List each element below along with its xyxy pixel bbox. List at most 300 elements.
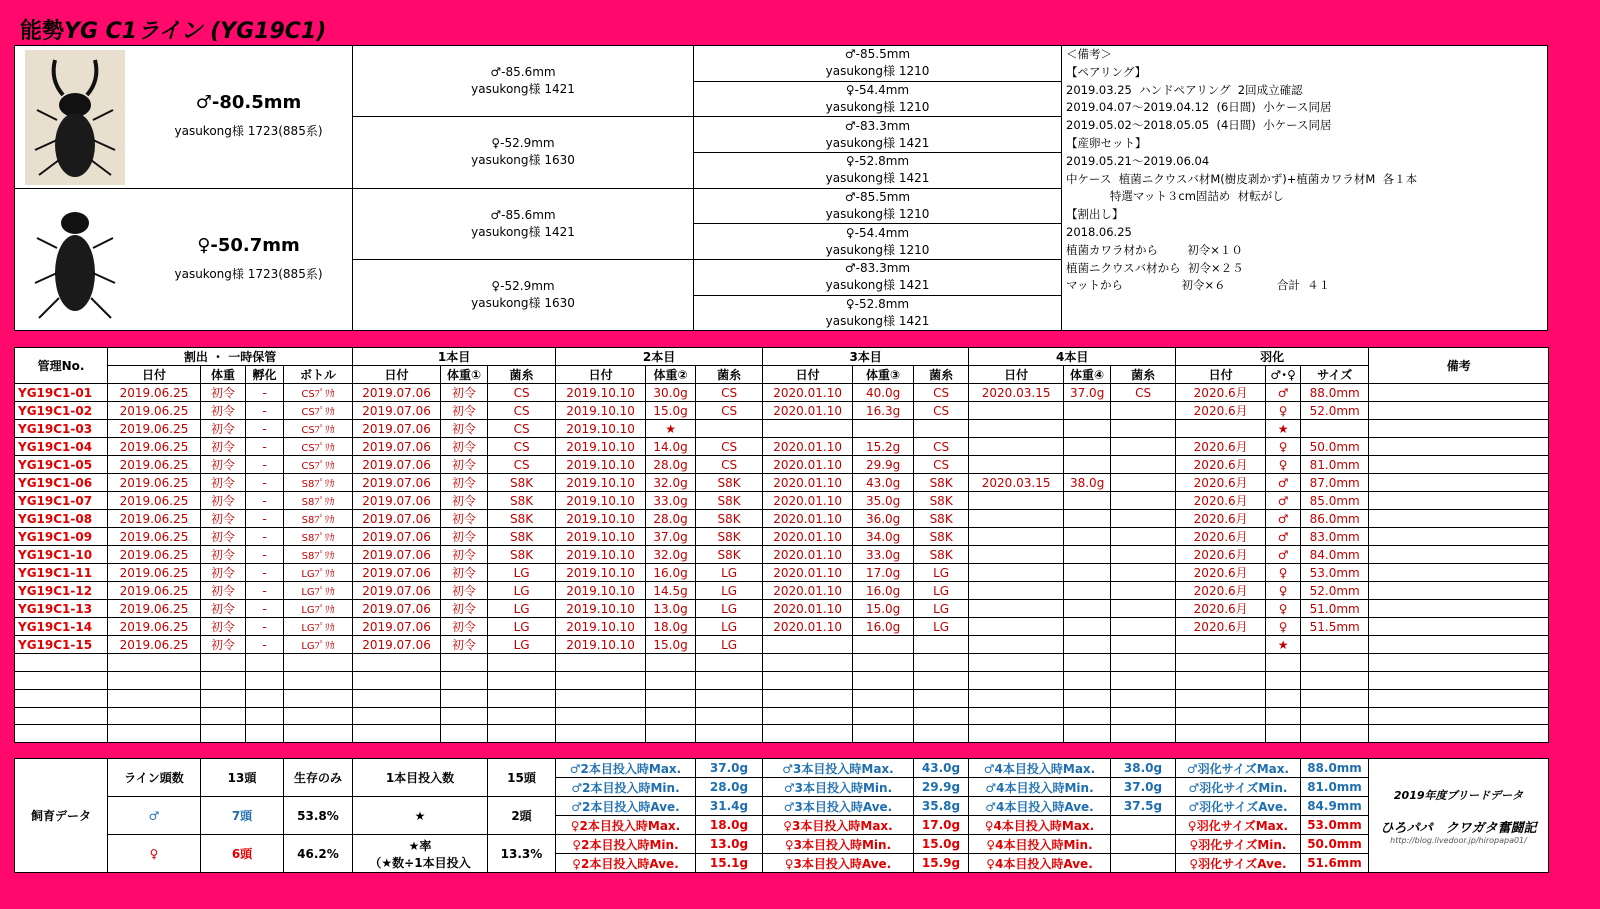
table-cell[interactable] bbox=[646, 725, 696, 743]
remarks-cell[interactable] bbox=[1369, 636, 1549, 654]
table-cell[interactable]: LG bbox=[696, 618, 763, 636]
table-cell[interactable]: 28.0g bbox=[646, 456, 696, 474]
table-cell[interactable] bbox=[763, 420, 853, 438]
table-cell[interactable]: 86.0mm bbox=[1301, 510, 1369, 528]
table-cell[interactable] bbox=[108, 654, 201, 672]
table-cell[interactable]: 初令 bbox=[441, 600, 488, 618]
table-cell[interactable] bbox=[969, 725, 1064, 743]
table-cell[interactable] bbox=[853, 636, 914, 654]
table-cell[interactable]: ♀ bbox=[1266, 582, 1301, 600]
table-cell[interactable] bbox=[353, 671, 441, 689]
table-cell[interactable] bbox=[969, 402, 1064, 420]
table-cell[interactable]: 2019.06.25 bbox=[108, 564, 201, 582]
table-cell[interactable]: 2019.06.25 bbox=[108, 510, 201, 528]
larva-id[interactable]: YG19C1-03 bbox=[15, 420, 108, 438]
table-cell[interactable] bbox=[914, 654, 969, 672]
table-cell[interactable]: 2019.10.10 bbox=[556, 636, 646, 654]
table-cell[interactable]: 35.0g bbox=[853, 492, 914, 510]
table-cell[interactable] bbox=[646, 671, 696, 689]
table-cell[interactable]: CS bbox=[914, 402, 969, 420]
table-cell[interactable]: 38.0g bbox=[1064, 474, 1111, 492]
table-cell[interactable]: 2020.01.10 bbox=[763, 402, 853, 420]
table-cell[interactable] bbox=[969, 528, 1064, 546]
table-cell[interactable]: 2020.01.10 bbox=[763, 438, 853, 456]
remarks-cell[interactable] bbox=[1369, 510, 1549, 528]
table-cell[interactable]: CS bbox=[488, 420, 556, 438]
table-cell[interactable]: 初令 bbox=[441, 582, 488, 600]
table-cell[interactable] bbox=[969, 420, 1064, 438]
table-cell[interactable] bbox=[1369, 654, 1549, 672]
table-cell[interactable]: LG bbox=[914, 582, 969, 600]
table-cell[interactable] bbox=[853, 725, 914, 743]
table-cell[interactable]: S8K bbox=[488, 492, 556, 510]
table-cell[interactable] bbox=[1064, 725, 1111, 743]
table-cell[interactable]: 2020.01.10 bbox=[763, 384, 853, 402]
table-cell[interactable] bbox=[1301, 671, 1369, 689]
table-cell[interactable] bbox=[1266, 671, 1301, 689]
remarks-cell[interactable] bbox=[1369, 546, 1549, 564]
table-cell[interactable]: 32.0g bbox=[646, 474, 696, 492]
table-cell[interactable]: 2019.06.25 bbox=[108, 600, 201, 618]
table-cell[interactable]: 初令 bbox=[201, 438, 246, 456]
table-cell[interactable] bbox=[1301, 707, 1369, 725]
table-cell[interactable]: CS bbox=[696, 438, 763, 456]
table-cell[interactable]: - bbox=[246, 384, 284, 402]
table-cell[interactable] bbox=[969, 582, 1064, 600]
table-cell[interactable] bbox=[969, 618, 1064, 636]
table-cell[interactable]: CS bbox=[914, 438, 969, 456]
table-cell[interactable] bbox=[763, 725, 853, 743]
table-cell[interactable]: LG bbox=[696, 582, 763, 600]
table-cell[interactable] bbox=[763, 689, 853, 707]
table-cell[interactable] bbox=[1111, 636, 1176, 654]
table-cell[interactable] bbox=[246, 707, 284, 725]
table-cell[interactable]: 18.0g bbox=[646, 618, 696, 636]
table-cell[interactable]: 2019.10.10 bbox=[556, 456, 646, 474]
table-cell[interactable]: 2019.10.10 bbox=[556, 474, 646, 492]
table-cell[interactable]: ♀ bbox=[1266, 600, 1301, 618]
table-cell[interactable]: 14.0g bbox=[646, 438, 696, 456]
table-cell[interactable] bbox=[1111, 546, 1176, 564]
table-cell[interactable] bbox=[1111, 600, 1176, 618]
table-cell[interactable]: - bbox=[246, 492, 284, 510]
table-cell[interactable] bbox=[1111, 420, 1176, 438]
larva-id[interactable]: YG19C1-10 bbox=[15, 546, 108, 564]
table-cell[interactable] bbox=[914, 689, 969, 707]
table-cell[interactable]: LG bbox=[914, 618, 969, 636]
table-cell[interactable]: 28.0g bbox=[646, 510, 696, 528]
table-cell[interactable]: ♀ bbox=[1266, 564, 1301, 582]
table-cell[interactable]: 2019.07.06 bbox=[353, 438, 441, 456]
table-cell[interactable] bbox=[1301, 725, 1369, 743]
table-cell[interactable]: 88.0mm bbox=[1301, 384, 1369, 402]
table-cell[interactable]: 2020.6月 bbox=[1176, 492, 1266, 510]
table-cell[interactable]: S8ﾌﾟﾘｶ bbox=[284, 510, 353, 528]
table-cell[interactable] bbox=[763, 671, 853, 689]
logo-url[interactable]: http://blog.livedoor.jp/hiropapa01/ bbox=[1390, 835, 1527, 845]
table-cell[interactable] bbox=[1266, 707, 1301, 725]
remarks-cell[interactable] bbox=[1369, 564, 1549, 582]
table-cell[interactable]: 40.0g bbox=[853, 384, 914, 402]
table-cell[interactable] bbox=[1064, 582, 1111, 600]
table-cell[interactable] bbox=[1064, 438, 1111, 456]
table-cell[interactable]: LG bbox=[696, 564, 763, 582]
table-cell[interactable] bbox=[1064, 564, 1111, 582]
table-cell[interactable] bbox=[969, 671, 1064, 689]
table-cell[interactable]: 初令 bbox=[441, 618, 488, 636]
table-cell[interactable] bbox=[1176, 707, 1266, 725]
table-cell[interactable]: - bbox=[246, 528, 284, 546]
table-cell[interactable]: 初令 bbox=[441, 510, 488, 528]
table-cell[interactable]: 2019.10.10 bbox=[556, 384, 646, 402]
table-cell[interactable]: 2020.6月 bbox=[1176, 546, 1266, 564]
table-cell[interactable]: 2019.07.06 bbox=[353, 546, 441, 564]
table-cell[interactable]: 初令 bbox=[441, 474, 488, 492]
table-cell[interactable]: - bbox=[246, 618, 284, 636]
table-cell[interactable]: 2020.6月 bbox=[1176, 384, 1266, 402]
table-cell[interactable] bbox=[108, 725, 201, 743]
table-cell[interactable]: 50.0mm bbox=[1301, 438, 1369, 456]
table-cell[interactable]: S8K bbox=[914, 510, 969, 528]
table-cell[interactable]: 2020.6月 bbox=[1176, 438, 1266, 456]
table-cell[interactable]: 37.0g bbox=[1064, 384, 1111, 402]
table-cell[interactable]: ♂ bbox=[1266, 528, 1301, 546]
table-cell[interactable] bbox=[1369, 689, 1549, 707]
table-cell[interactable] bbox=[853, 671, 914, 689]
table-cell[interactable]: ★ bbox=[646, 420, 696, 438]
table-cell[interactable]: CSﾌﾟﾘｶ bbox=[284, 456, 353, 474]
table-cell[interactable]: 2019.06.25 bbox=[108, 618, 201, 636]
table-cell[interactable]: S8K bbox=[914, 474, 969, 492]
table-cell[interactable]: 2020.01.10 bbox=[763, 528, 853, 546]
remarks-cell[interactable] bbox=[1369, 474, 1549, 492]
table-cell[interactable] bbox=[853, 707, 914, 725]
larva-id[interactable]: YG19C1-15 bbox=[15, 636, 108, 654]
table-cell[interactable] bbox=[853, 654, 914, 672]
table-cell[interactable]: S8K bbox=[914, 546, 969, 564]
table-cell[interactable]: LGﾌﾟﾘｶ bbox=[284, 564, 353, 582]
larva-id[interactable]: YG19C1-06 bbox=[15, 474, 108, 492]
table-cell[interactable]: - bbox=[246, 474, 284, 492]
table-cell[interactable]: 15.0g bbox=[853, 600, 914, 618]
table-cell[interactable] bbox=[1301, 689, 1369, 707]
table-cell[interactable] bbox=[246, 689, 284, 707]
table-cell[interactable]: ♂ bbox=[1266, 474, 1301, 492]
table-cell[interactable]: LG bbox=[914, 600, 969, 618]
table-cell[interactable] bbox=[353, 725, 441, 743]
table-cell[interactable]: 2020.6月 bbox=[1176, 564, 1266, 582]
table-cell[interactable]: 15.0g bbox=[646, 402, 696, 420]
table-cell[interactable]: CSﾌﾟﾘｶ bbox=[284, 438, 353, 456]
table-cell[interactable]: 初令 bbox=[201, 546, 246, 564]
table-cell[interactable] bbox=[488, 654, 556, 672]
table-cell[interactable]: 2020.01.10 bbox=[763, 474, 853, 492]
table-cell[interactable]: 30.0g bbox=[646, 384, 696, 402]
table-cell[interactable] bbox=[108, 689, 201, 707]
table-cell[interactable]: 2020.01.10 bbox=[763, 510, 853, 528]
table-cell[interactable]: 2019.06.25 bbox=[108, 582, 201, 600]
table-cell[interactable]: CS bbox=[488, 456, 556, 474]
table-cell[interactable]: LGﾌﾟﾘｶ bbox=[284, 600, 353, 618]
table-cell[interactable]: 16.0g bbox=[646, 564, 696, 582]
table-cell[interactable]: 2019.06.25 bbox=[108, 420, 201, 438]
table-cell[interactable] bbox=[1111, 618, 1176, 636]
table-cell[interactable]: CS bbox=[914, 456, 969, 474]
table-cell[interactable] bbox=[556, 707, 646, 725]
table-cell[interactable]: S8K bbox=[914, 492, 969, 510]
table-cell[interactable]: CSﾌﾟﾘｶ bbox=[284, 420, 353, 438]
table-cell[interactable]: 51.5mm bbox=[1301, 618, 1369, 636]
table-cell[interactable]: 2020.03.15 bbox=[969, 474, 1064, 492]
remarks-cell[interactable] bbox=[1369, 384, 1549, 402]
table-cell[interactable] bbox=[201, 707, 246, 725]
table-cell[interactable]: LG bbox=[696, 600, 763, 618]
larva-id[interactable]: YG19C1-14 bbox=[15, 618, 108, 636]
table-cell[interactable]: 2019.06.25 bbox=[108, 474, 201, 492]
table-cell[interactable]: 初令 bbox=[201, 456, 246, 474]
table-cell[interactable] bbox=[15, 707, 108, 725]
table-cell[interactable] bbox=[556, 654, 646, 672]
table-cell[interactable]: 初令 bbox=[201, 564, 246, 582]
table-cell[interactable] bbox=[696, 689, 763, 707]
table-cell[interactable]: LGﾌﾟﾘｶ bbox=[284, 636, 353, 654]
table-cell[interactable] bbox=[1064, 510, 1111, 528]
table-cell[interactable]: S8ﾌﾟﾘｶ bbox=[284, 546, 353, 564]
table-cell[interactable]: CS bbox=[488, 438, 556, 456]
table-cell[interactable] bbox=[969, 564, 1064, 582]
table-cell[interactable] bbox=[1111, 582, 1176, 600]
table-cell[interactable]: 2019.06.25 bbox=[108, 384, 201, 402]
table-cell[interactable]: 2019.06.25 bbox=[108, 528, 201, 546]
table-cell[interactable] bbox=[488, 689, 556, 707]
table-cell[interactable] bbox=[1064, 654, 1111, 672]
table-cell[interactable] bbox=[488, 707, 556, 725]
table-cell[interactable] bbox=[763, 707, 853, 725]
table-cell[interactable]: ♀ bbox=[1266, 618, 1301, 636]
table-cell[interactable]: 2019.10.10 bbox=[556, 582, 646, 600]
table-cell[interactable]: 32.0g bbox=[646, 546, 696, 564]
table-cell[interactable] bbox=[969, 707, 1064, 725]
table-cell[interactable]: 2019.07.06 bbox=[353, 564, 441, 582]
table-cell[interactable]: 2020.01.10 bbox=[763, 600, 853, 618]
table-cell[interactable] bbox=[1064, 456, 1111, 474]
table-cell[interactable]: ♂ bbox=[1266, 492, 1301, 510]
table-cell[interactable] bbox=[108, 707, 201, 725]
table-cell[interactable]: 2020.01.10 bbox=[763, 546, 853, 564]
larva-id[interactable]: YG19C1-13 bbox=[15, 600, 108, 618]
table-cell[interactable]: 2019.07.06 bbox=[353, 510, 441, 528]
table-cell[interactable] bbox=[1369, 671, 1549, 689]
table-cell[interactable] bbox=[914, 725, 969, 743]
table-cell[interactable] bbox=[1301, 654, 1369, 672]
table-cell[interactable] bbox=[969, 654, 1064, 672]
table-cell[interactable]: ♀ bbox=[1266, 402, 1301, 420]
table-cell[interactable]: LG bbox=[488, 600, 556, 618]
table-cell[interactable] bbox=[201, 725, 246, 743]
table-cell[interactable]: S8K bbox=[696, 492, 763, 510]
table-cell[interactable] bbox=[1176, 636, 1266, 654]
table-cell[interactable] bbox=[646, 654, 696, 672]
table-cell[interactable]: ♀ bbox=[1266, 438, 1301, 456]
table-cell[interactable] bbox=[488, 671, 556, 689]
table-cell[interactable]: 2020.01.10 bbox=[763, 564, 853, 582]
table-cell[interactable]: S8ﾌﾟﾘｶ bbox=[284, 474, 353, 492]
table-cell[interactable]: 84.0mm bbox=[1301, 546, 1369, 564]
table-cell[interactable]: 17.0g bbox=[853, 564, 914, 582]
table-cell[interactable]: 2019.07.06 bbox=[353, 384, 441, 402]
table-cell[interactable] bbox=[696, 725, 763, 743]
table-cell[interactable] bbox=[914, 420, 969, 438]
table-cell[interactable]: 2020.6月 bbox=[1176, 600, 1266, 618]
table-cell[interactable]: 初令 bbox=[441, 420, 488, 438]
table-cell[interactable]: 2019.10.10 bbox=[556, 420, 646, 438]
table-cell[interactable]: CS bbox=[1111, 384, 1176, 402]
table-cell[interactable] bbox=[1369, 707, 1549, 725]
table-cell[interactable]: 16.3g bbox=[853, 402, 914, 420]
remarks-cell[interactable] bbox=[1369, 492, 1549, 510]
table-cell[interactable]: 2020.6月 bbox=[1176, 474, 1266, 492]
table-cell[interactable]: 15.0g bbox=[646, 636, 696, 654]
table-cell[interactable]: LGﾌﾟﾘｶ bbox=[284, 618, 353, 636]
table-cell[interactable] bbox=[246, 725, 284, 743]
table-cell[interactable]: 初令 bbox=[441, 384, 488, 402]
larva-id[interactable]: YG19C1-09 bbox=[15, 528, 108, 546]
table-cell[interactable]: 2019.06.25 bbox=[108, 492, 201, 510]
remarks-cell[interactable] bbox=[1369, 618, 1549, 636]
table-cell[interactable]: 2020.6月 bbox=[1176, 528, 1266, 546]
table-cell[interactable]: 85.0mm bbox=[1301, 492, 1369, 510]
table-cell[interactable] bbox=[1064, 707, 1111, 725]
table-cell[interactable]: - bbox=[246, 546, 284, 564]
table-cell[interactable] bbox=[1064, 528, 1111, 546]
table-cell[interactable]: 初令 bbox=[201, 582, 246, 600]
table-cell[interactable]: CS bbox=[914, 384, 969, 402]
table-cell[interactable]: 2019.07.06 bbox=[353, 402, 441, 420]
table-cell[interactable]: - bbox=[246, 456, 284, 474]
table-cell[interactable]: 2019.06.25 bbox=[108, 546, 201, 564]
table-cell[interactable]: 2019.10.10 bbox=[556, 510, 646, 528]
table-cell[interactable] bbox=[1064, 618, 1111, 636]
table-cell[interactable] bbox=[1369, 725, 1549, 743]
table-cell[interactable] bbox=[696, 420, 763, 438]
table-cell[interactable]: CS bbox=[488, 384, 556, 402]
table-cell[interactable] bbox=[1064, 402, 1111, 420]
table-cell[interactable] bbox=[1111, 456, 1176, 474]
table-cell[interactable]: 2019.10.10 bbox=[556, 618, 646, 636]
larva-id[interactable]: YG19C1-07 bbox=[15, 492, 108, 510]
table-cell[interactable]: 52.0mm bbox=[1301, 582, 1369, 600]
table-cell[interactable] bbox=[969, 600, 1064, 618]
table-cell[interactable]: 2020.6月 bbox=[1176, 510, 1266, 528]
table-cell[interactable]: 初令 bbox=[201, 492, 246, 510]
table-cell[interactable]: - bbox=[246, 438, 284, 456]
table-cell[interactable]: LG bbox=[488, 618, 556, 636]
table-cell[interactable]: 初令 bbox=[441, 456, 488, 474]
table-cell[interactable]: 2020.6月 bbox=[1176, 456, 1266, 474]
table-cell[interactable] bbox=[914, 636, 969, 654]
table-cell[interactable] bbox=[556, 689, 646, 707]
table-cell[interactable] bbox=[15, 671, 108, 689]
table-cell[interactable] bbox=[1064, 546, 1111, 564]
larva-id[interactable]: YG19C1-02 bbox=[15, 402, 108, 420]
table-cell[interactable]: - bbox=[246, 510, 284, 528]
table-cell[interactable] bbox=[1111, 689, 1176, 707]
table-cell[interactable]: 14.5g bbox=[646, 582, 696, 600]
table-cell[interactable]: 83.0mm bbox=[1301, 528, 1369, 546]
table-cell[interactable] bbox=[201, 654, 246, 672]
table-cell[interactable]: ★ bbox=[1266, 420, 1301, 438]
table-cell[interactable]: S8K bbox=[696, 528, 763, 546]
table-cell[interactable]: 2019.10.10 bbox=[556, 438, 646, 456]
larva-id[interactable]: YG19C1-08 bbox=[15, 510, 108, 528]
table-cell[interactable]: 2019.10.10 bbox=[556, 528, 646, 546]
table-cell[interactable]: - bbox=[246, 600, 284, 618]
table-cell[interactable]: 2020.6月 bbox=[1176, 618, 1266, 636]
larva-id[interactable]: YG19C1-01 bbox=[15, 384, 108, 402]
table-cell[interactable]: - bbox=[246, 420, 284, 438]
table-cell[interactable]: S8ﾌﾟﾘｶ bbox=[284, 528, 353, 546]
table-cell[interactable]: 2019.10.10 bbox=[556, 564, 646, 582]
table-cell[interactable] bbox=[1111, 474, 1176, 492]
table-cell[interactable]: 2020.6月 bbox=[1176, 402, 1266, 420]
table-cell[interactable]: 初令 bbox=[201, 618, 246, 636]
table-cell[interactable]: 36.0g bbox=[853, 510, 914, 528]
table-cell[interactable] bbox=[201, 671, 246, 689]
table-cell[interactable]: 2019.06.25 bbox=[108, 456, 201, 474]
table-cell[interactable] bbox=[441, 725, 488, 743]
table-cell[interactable] bbox=[1111, 654, 1176, 672]
table-cell[interactable]: 2019.07.06 bbox=[353, 582, 441, 600]
table-cell[interactable]: 初令 bbox=[201, 636, 246, 654]
table-cell[interactable]: 2019.06.25 bbox=[108, 402, 201, 420]
table-cell[interactable]: 2019.07.06 bbox=[353, 600, 441, 618]
table-cell[interactable] bbox=[1064, 671, 1111, 689]
table-cell[interactable]: 2019.10.10 bbox=[556, 402, 646, 420]
table-cell[interactable] bbox=[853, 420, 914, 438]
table-cell[interactable] bbox=[15, 725, 108, 743]
table-cell[interactable]: ♀ bbox=[1266, 456, 1301, 474]
table-cell[interactable]: S8ﾌﾟﾘｶ bbox=[284, 492, 353, 510]
table-cell[interactable]: 2019.06.25 bbox=[108, 636, 201, 654]
table-cell[interactable]: 初令 bbox=[441, 546, 488, 564]
table-cell[interactable]: 初令 bbox=[441, 492, 488, 510]
table-cell[interactable] bbox=[556, 671, 646, 689]
table-cell[interactable]: 2019.07.06 bbox=[353, 474, 441, 492]
table-cell[interactable] bbox=[353, 654, 441, 672]
table-cell[interactable]: LG bbox=[488, 564, 556, 582]
table-cell[interactable] bbox=[201, 689, 246, 707]
remarks-cell[interactable] bbox=[1369, 456, 1549, 474]
table-cell[interactable] bbox=[969, 689, 1064, 707]
table-cell[interactable]: 2019.10.10 bbox=[556, 600, 646, 618]
larva-id[interactable]: YG19C1-11 bbox=[15, 564, 108, 582]
table-cell[interactable]: 初令 bbox=[441, 564, 488, 582]
table-cell[interactable] bbox=[1111, 438, 1176, 456]
table-cell[interactable] bbox=[246, 671, 284, 689]
table-cell[interactable]: 2019.06.25 bbox=[108, 438, 201, 456]
table-cell[interactable] bbox=[1301, 636, 1369, 654]
table-cell[interactable]: 81.0mm bbox=[1301, 456, 1369, 474]
table-cell[interactable]: 15.2g bbox=[853, 438, 914, 456]
table-cell[interactable] bbox=[108, 671, 201, 689]
table-cell[interactable] bbox=[15, 654, 108, 672]
table-cell[interactable]: 43.0g bbox=[853, 474, 914, 492]
table-cell[interactable] bbox=[1111, 528, 1176, 546]
remarks-cell[interactable] bbox=[1369, 582, 1549, 600]
table-cell[interactable]: CS bbox=[488, 402, 556, 420]
table-cell[interactable]: LG bbox=[914, 564, 969, 582]
table-cell[interactable]: LG bbox=[488, 636, 556, 654]
